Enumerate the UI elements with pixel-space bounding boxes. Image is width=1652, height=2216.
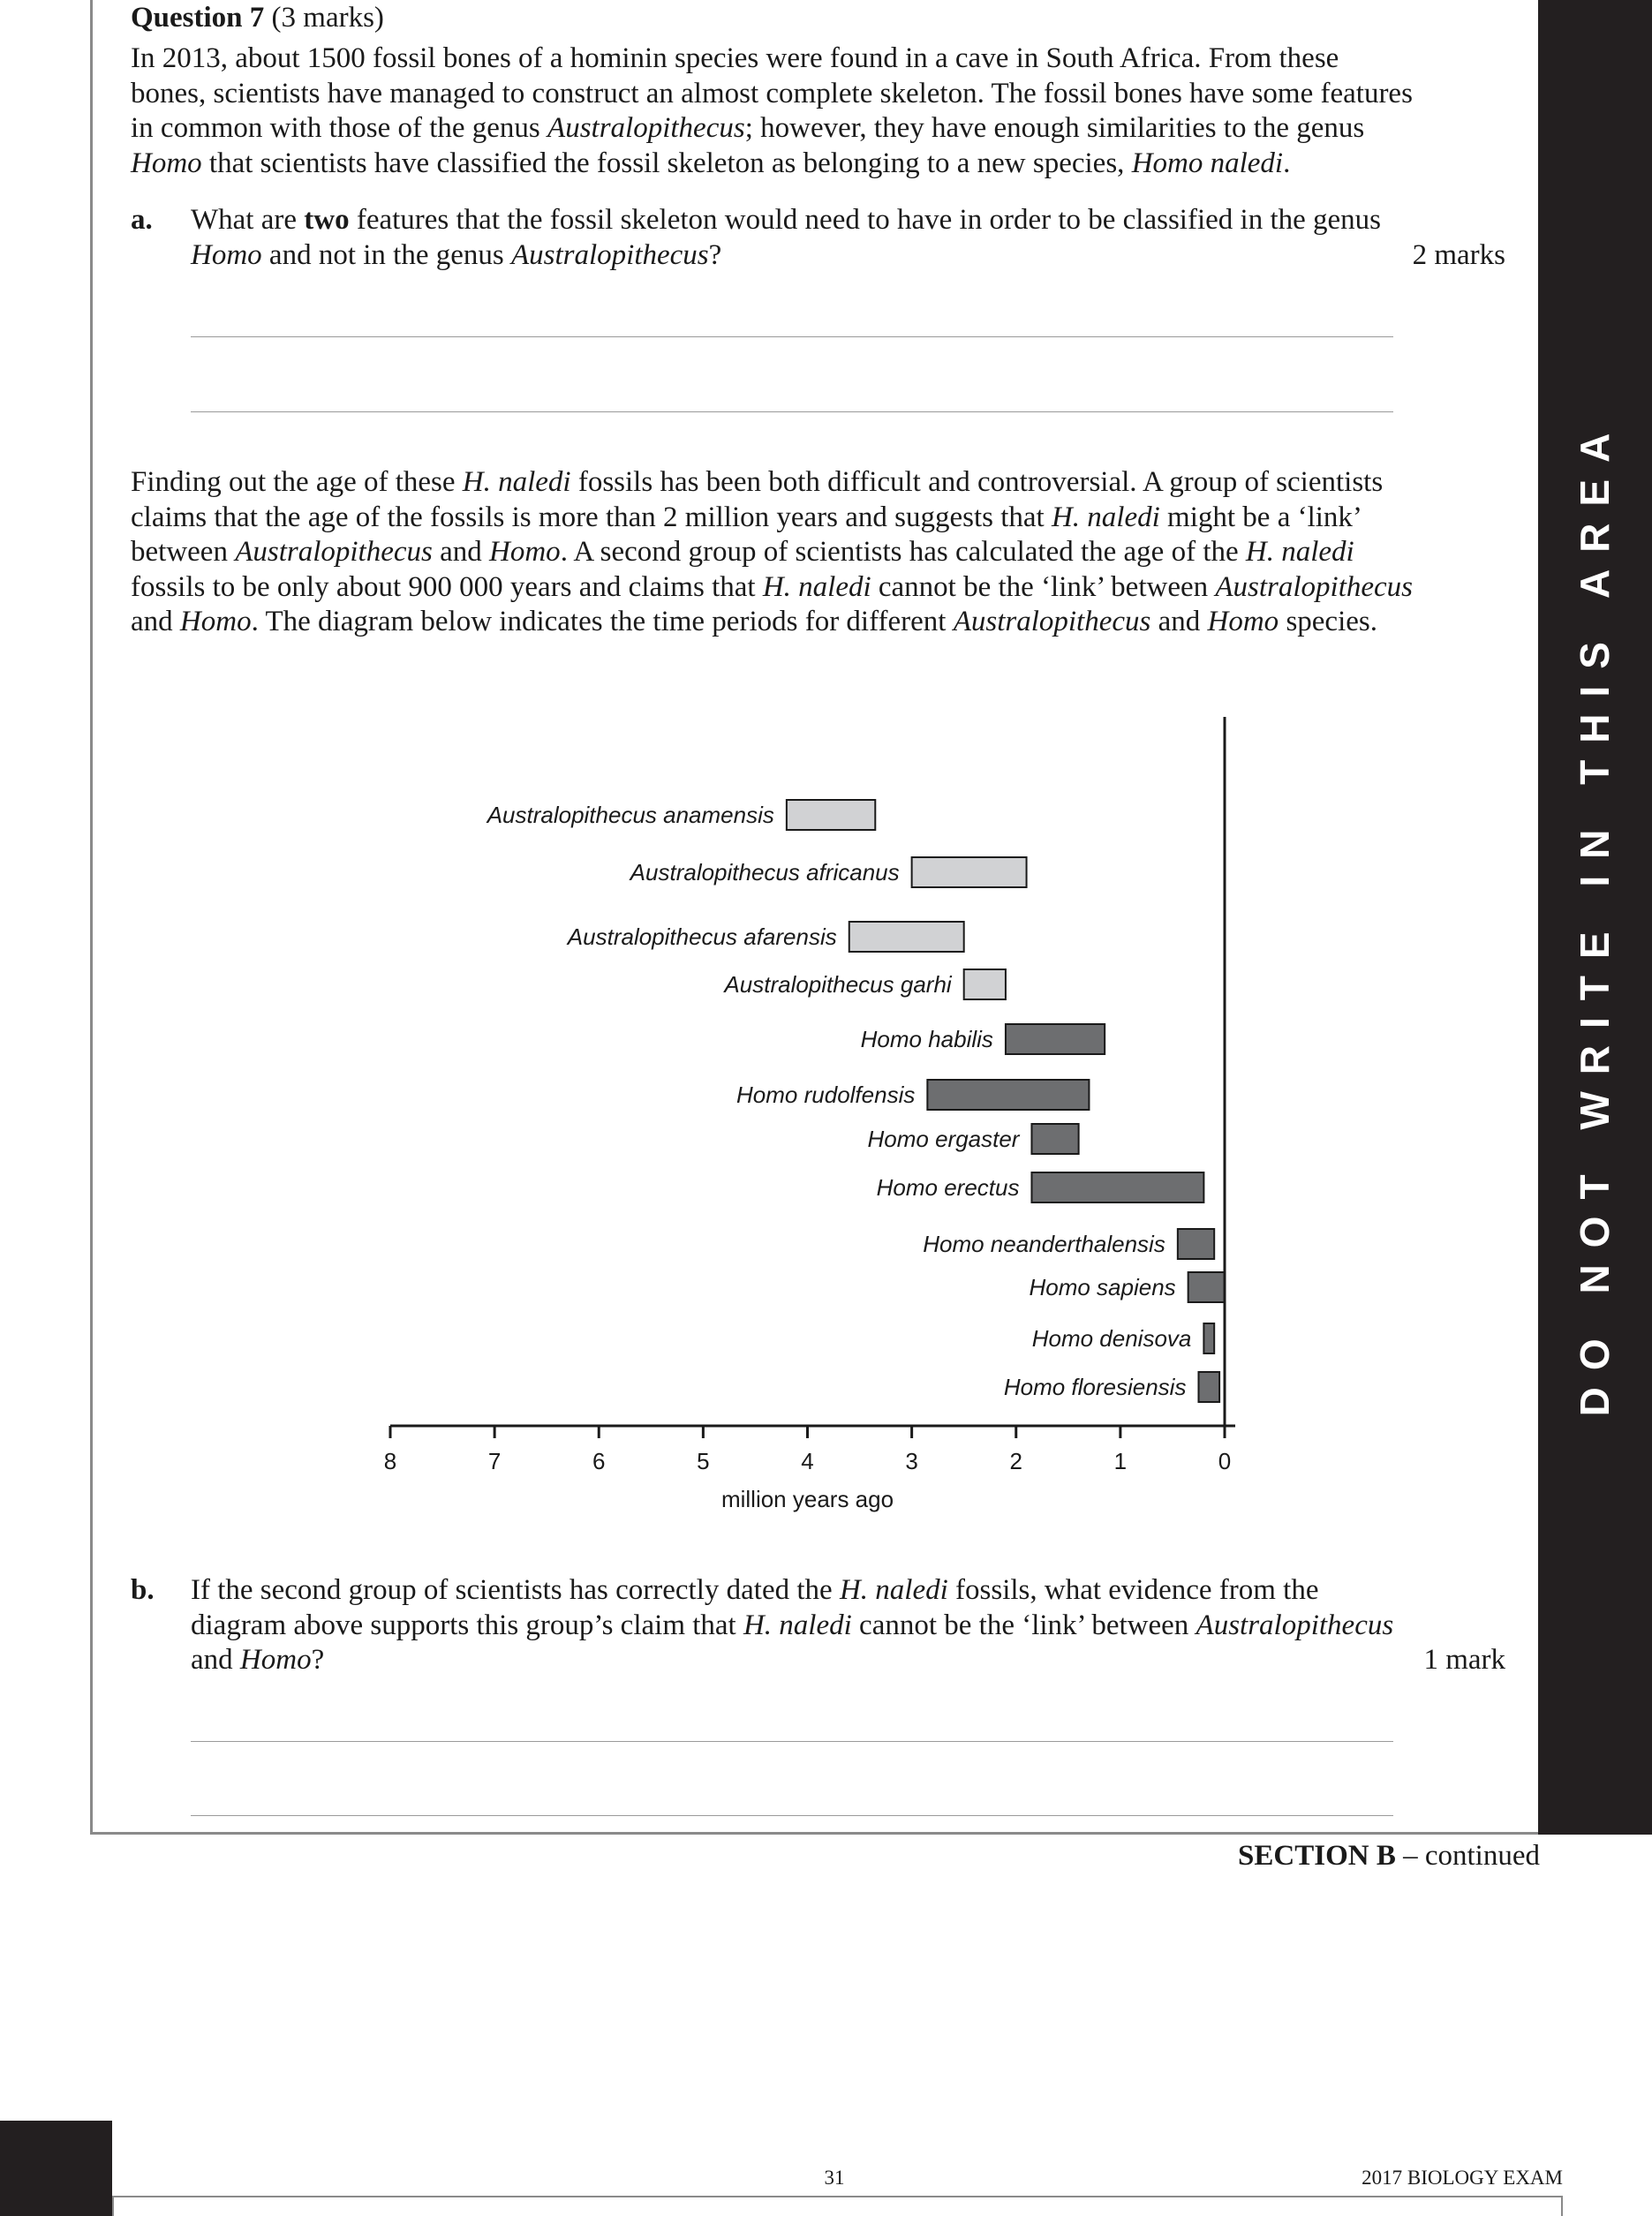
part-b-marks: 1 mark	[1423, 1644, 1505, 1676]
section-continued	[1024, 1838, 1540, 1873]
part-b-answer-line-2[interactable]	[191, 1815, 1393, 1816]
part-a-question: What are two features that the fossil skeleton would need to have in order to be classified in the genus Homo and not in the genus Australopithecus?	[191, 204, 1382, 271]
label-homo-sapiens: Homo sapiens	[1029, 1274, 1176, 1300]
bar-homo-neanderthalensis	[1178, 1229, 1214, 1259]
footer-black-tab	[0, 2121, 112, 2216]
bar-homo-habilis	[1006, 1024, 1105, 1054]
bar-australopithecus-anamensis	[787, 800, 875, 830]
bar-homo-erectus	[1031, 1172, 1203, 1202]
footer-rule	[112, 2196, 1563, 2197]
bar-homo-sapiens	[1188, 1272, 1225, 1302]
part-b-question: If the second group of scientists has correctly dated the H. naledi fossils, what evidence from the diagram above supports this group’s claim that H. naledi cannot be the ‘link’ between Australopithecus and Homo?	[191, 1574, 1394, 1676]
tick-label-8: 8	[383, 1448, 397, 1474]
tick-label-0: 0	[1218, 1448, 1232, 1474]
tick-label-2: 2	[1009, 1448, 1022, 1474]
question-marks: (3 marks)	[271, 2, 384, 34]
bar-homo-denisova	[1203, 1323, 1214, 1353]
label-homo-ergaster: Homo ergaster	[867, 1126, 1020, 1152]
part-a-marks: 2 marks	[1412, 239, 1505, 271]
label-homo-erectus: Homo erectus	[876, 1174, 1020, 1201]
bar-australopithecus-africanus	[912, 857, 1027, 887]
label-homo-neanderthalensis: Homo neanderthalensis	[923, 1231, 1165, 1257]
label-australopithecus-garhi: Australopithecus garhi	[724, 971, 952, 998]
label-homo-denisova: Homo denisova	[1031, 1325, 1192, 1352]
tick-label-7: 7	[487, 1448, 502, 1474]
label-australopithecus-afarensis: Australopithecus afarensis	[567, 923, 837, 950]
x-axis-title: million years ago	[720, 1486, 894, 1512]
footer-rule-left	[112, 2196, 114, 2216]
tick-label-3: 3	[905, 1448, 918, 1474]
do-not-write-text: DO NOT WRITE IN THIS AREA	[1572, 416, 1618, 1417]
label-australopithecus-anamensis: Australopithecus anamensis	[487, 802, 774, 828]
x-axis-ticks	[384, 1426, 1231, 1474]
bar-homo-floresiensis	[1198, 1372, 1219, 1402]
context-paragraph: Finding out the age of these H. naledi fossils has been both difficult and controversial. A group of scientists claims that the age of the fossils is more than 2 million years and suggests that H. naledi might be a ‘link’ between Australopithecus and Homo. A second group of scientists has calculated the age of the H. naledi fossils to be only about 900 000 years and claims that H. naledi cannot be the ‘link’ between Australopithecus and Homo. The diagram below indicates the time periods for different Australopithecus and Homo species.	[131, 466, 1414, 637]
tick-label-4: 4	[801, 1448, 814, 1474]
part-b-letter: b.	[131, 1574, 155, 1606]
footer-rule-right	[1561, 2196, 1563, 2216]
exam-name: 2017 BIOLOGY EXAM	[1362, 2167, 1563, 2189]
label-homo-floresiensis: Homo floresiensis	[1003, 1374, 1187, 1400]
bar-homo-ergaster	[1031, 1124, 1078, 1154]
tick-label-5: 5	[697, 1448, 710, 1474]
question-label: Question 7	[131, 2, 265, 34]
section-continued-text: – continued	[1395, 1840, 1540, 1872]
section-name: SECTION B	[1238, 1840, 1396, 1872]
bar-australopithecus-afarensis	[849, 922, 964, 952]
bar-homo-rudolfensis	[927, 1080, 1089, 1110]
tick-label-6: 6	[592, 1448, 606, 1474]
label-homo-habilis: Homo habilis	[860, 1026, 993, 1052]
part-b-answer-line-1[interactable]	[191, 1741, 1393, 1742]
tick-label-1: 1	[1113, 1448, 1128, 1474]
bar-australopithecus-garhi	[964, 969, 1006, 999]
label-homo-rudolfensis: Homo rudolfensis	[736, 1082, 916, 1108]
part-a-letter: a.	[131, 204, 153, 236]
question-intro: In 2013, about 1500 fossil bones of a hominin species were found in a cave in South Africa. From these bones, scientists have managed to construct an almost complete skeleton. The fossil bones have some features in common with those of the genus Australopithecus; however, they have enough similarities to the genus Homo that scientists have classified the fossil skeleton as belonging to a new species, Homo naledi.	[131, 42, 1413, 179]
label-australopithecus-africanus: Australopithecus africanus	[630, 859, 900, 886]
page-number: 31	[824, 2167, 845, 2189]
